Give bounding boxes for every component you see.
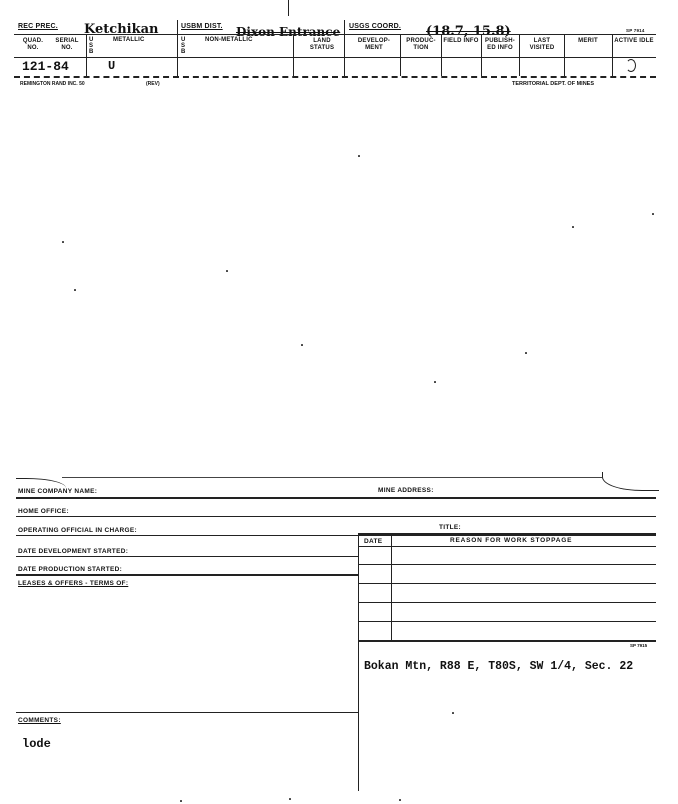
col-production: PRODUC-TION	[406, 38, 436, 51]
date-header: DATE	[364, 538, 383, 545]
col-usb-metal: U S B	[89, 37, 94, 55]
header-rule	[14, 34, 656, 35]
header-divider	[177, 20, 178, 76]
comments-label: COMMENTS:	[18, 717, 61, 724]
rec-prec-value: Ketchikan	[84, 22, 159, 37]
col-last-visited: LAST VISITED	[529, 38, 555, 51]
home-office-label: HOME OFFICE:	[18, 508, 69, 515]
col-field-info: FIELD INFO	[443, 38, 479, 44]
usgs-coord-label: USGS COORD.	[349, 23, 401, 30]
stoppage-header-rule	[358, 546, 656, 547]
col-serial-no: SERIAL NO.	[55, 38, 79, 51]
header-divider	[344, 20, 345, 76]
column-header-rule	[14, 57, 656, 58]
col-merit: MERIT	[578, 38, 598, 44]
stoppage-date-divider	[391, 535, 392, 641]
date-dev-rule	[16, 556, 358, 557]
scan-speck	[62, 241, 64, 243]
form-number: (REV)	[146, 81, 160, 87]
col-divider	[564, 34, 565, 76]
comments-rule	[16, 712, 358, 713]
col-metallic: METALLIC	[113, 37, 145, 43]
col-divider	[86, 34, 87, 76]
mine-company-name-label: MINE COMPANY NAME:	[18, 488, 98, 495]
scan-speck	[358, 155, 360, 157]
printer-info: REMINGTON RAND INC. 50	[20, 81, 85, 87]
scan-speck	[399, 799, 401, 801]
comments-value: lode	[22, 737, 51, 751]
scan-speck	[74, 289, 76, 291]
card-top-edge	[62, 477, 602, 478]
col-quad-no: QUAD. NO.	[22, 38, 44, 51]
mine-address-label: MINE ADDRESS:	[378, 487, 434, 494]
title-label: TITLE:	[439, 524, 462, 531]
date-dev-started-label: DATE DEVELOPMENT STARTED:	[18, 548, 129, 555]
form-code-bottom: SP 7915	[630, 643, 648, 648]
scan-speck	[652, 213, 654, 215]
scan-speck	[434, 381, 436, 383]
form-code-top: SP 7914	[626, 28, 645, 33]
lower-center-divider	[358, 641, 359, 791]
scan-speck	[525, 352, 527, 354]
usgs-coord-value: (18.7, 15.8)	[426, 24, 511, 39]
home-office-rule	[16, 516, 656, 517]
card-curl	[602, 472, 659, 491]
location-value: Bokan Mtn, R88 E, T80S, SW 1/4, Sec. 22	[364, 660, 634, 673]
col-divider	[519, 34, 520, 76]
stoppage-row-rule	[358, 602, 656, 603]
col-usb-nonmetal: U S B	[181, 37, 186, 55]
date-prod-started-label: DATE PRODUCTION STARTED:	[18, 566, 123, 573]
leases-offers-label: LEASES & OFFERS - TERMS OF:	[18, 580, 129, 587]
scan-speck	[289, 798, 291, 800]
quad-serial-value: 121-84	[22, 59, 69, 74]
col-development: DEVELOP-MENT	[357, 38, 391, 51]
scan-speck	[452, 712, 454, 714]
col-divider	[612, 34, 613, 76]
col-active-idle: ACTIVE IDLE	[614, 38, 654, 44]
usbm-dist-value: Dixon Entrance	[236, 25, 341, 39]
title-rule	[358, 533, 656, 535]
usbm-dist-label: USBM DIST.	[181, 23, 223, 30]
metallic-code-value: U	[108, 59, 116, 73]
operating-official-label: OPERATING OFFICIAL IN CHARGE:	[18, 527, 137, 534]
top-tick	[288, 0, 289, 16]
stoppage-left-border	[358, 535, 359, 641]
rec-prec-label: REC PREC.	[18, 23, 58, 30]
department-name: TERRITORIAL DEPT. OF MINES	[512, 81, 594, 87]
reason-header: REASON FOR WORK STOPPAGE	[450, 537, 573, 544]
date-prod-rule	[16, 574, 358, 576]
col-divider	[441, 34, 442, 76]
col-divider	[293, 34, 294, 76]
stoppage-row-rule	[358, 621, 656, 622]
scan-speck	[572, 226, 574, 228]
scan-speck	[226, 270, 228, 272]
mine-company-rule	[16, 497, 656, 499]
active-idle-mark	[626, 59, 636, 72]
col-published-info: PUBLISH-ED INFO	[485, 38, 515, 51]
stoppage-bottom-rule	[358, 640, 656, 642]
operating-official-rule	[16, 535, 656, 536]
stoppage-row-rule	[358, 564, 656, 565]
col-non-metallic: NON-METALLIC	[205, 37, 253, 43]
col-land-status: LAND STATUS	[309, 38, 335, 51]
scan-speck	[180, 800, 182, 802]
col-divider	[400, 34, 401, 76]
card-bottom-rule	[14, 76, 656, 78]
scan-speck	[301, 344, 303, 346]
stoppage-row-rule	[358, 583, 656, 584]
